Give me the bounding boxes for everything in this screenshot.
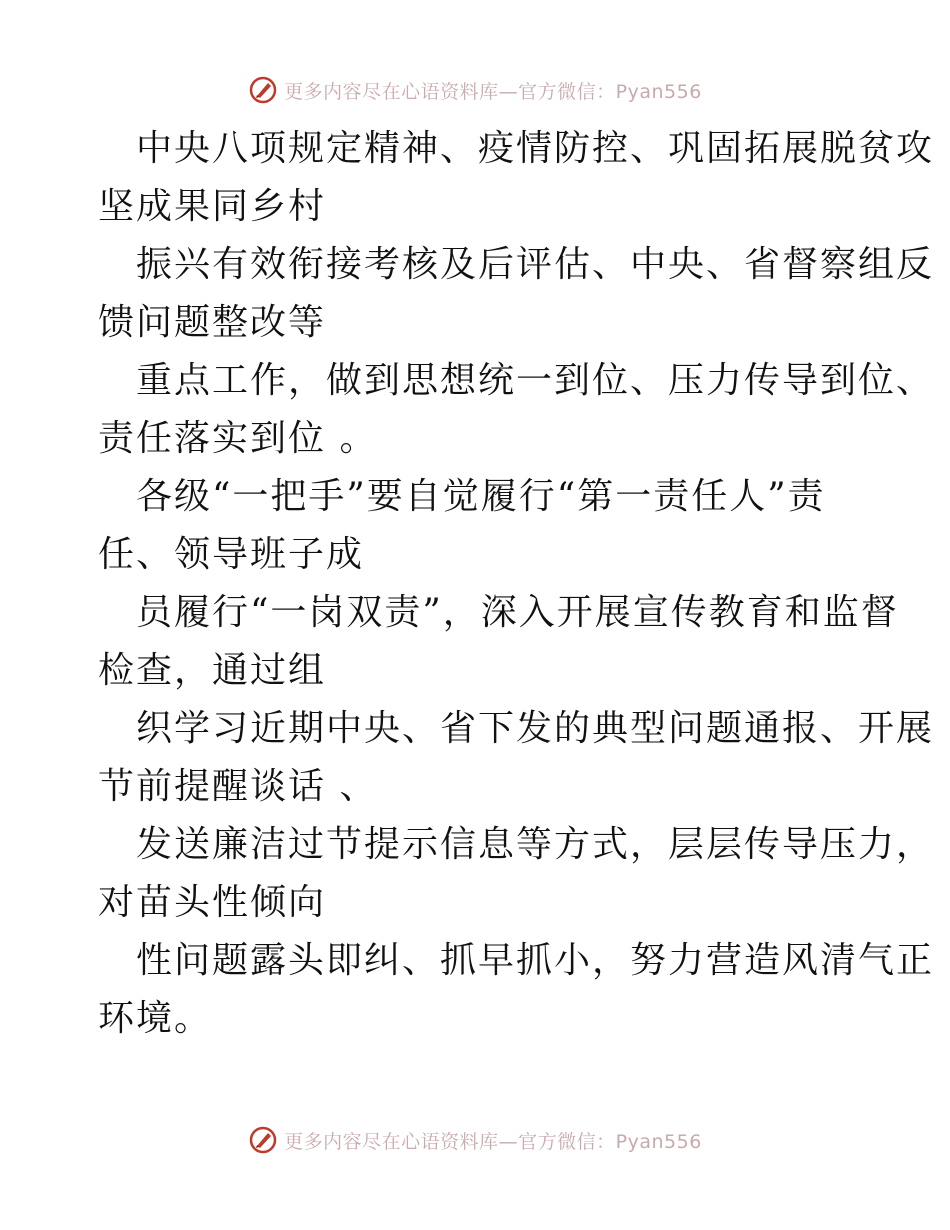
paragraph-line: 织学习近期中央、省下发的典型问题通报、开展 <box>136 708 935 749</box>
paragraph <box>98 236 935 352</box>
paragraph-line: 性问题露头即纠、抓早抓小，努力营造风清气正 <box>136 940 935 981</box>
header-watermark <box>0 70 950 110</box>
paragraph <box>98 120 935 236</box>
paragraph-line: 检查，通过组 <box>98 650 327 691</box>
document-body <box>98 120 935 1048</box>
paragraph <box>98 700 935 816</box>
paragraph <box>98 932 935 1048</box>
paragraph <box>98 352 935 468</box>
paragraph-line: 发送廉洁过节提示信息等方式，层层传导压力， <box>136 824 935 865</box>
paragraph-line: 任、领导班子成 <box>98 534 365 575</box>
pen-logo-icon <box>248 75 278 105</box>
paragraph <box>98 816 935 932</box>
paragraph-line: 重点工作，做到思想统一到位、压力传导到位、 <box>136 360 935 401</box>
paragraph-line: 责任落实到位 。 <box>98 418 378 459</box>
paragraph-line: 振兴有效衔接考核及后评估、中央、省督察组反 <box>136 244 935 285</box>
watermark-text: 更多内容尽在心语资料库—官方微信：Pyan556 <box>284 80 702 103</box>
watermark-text: 更多内容尽在心语资料库—官方微信：Pyan556 <box>284 1130 702 1153</box>
footer-watermark <box>0 1120 950 1160</box>
pen-logo-icon <box>248 1125 278 1155</box>
paragraph-line: 坚成果同乡村 <box>98 186 327 227</box>
paragraph-line: 节前提醒谈话 、 <box>98 766 378 807</box>
paragraph-line: 员履行“一岗双责”，深入开展宣传教育和监督 <box>136 592 899 633</box>
paragraph-line: 馈问题整改等 <box>98 302 327 343</box>
paragraph <box>98 468 858 584</box>
paragraph-line: 各级“一把手”要自觉履行“第一责任人”责 <box>136 476 826 517</box>
paragraph-line: 对苗头性倾向 <box>98 882 327 923</box>
paragraph-line: 中央八项规定精神、疫情防控、巩固拓展脱贫攻 <box>136 128 935 169</box>
paragraph <box>98 584 899 700</box>
paragraph-line: 环境。 <box>98 998 213 1039</box>
